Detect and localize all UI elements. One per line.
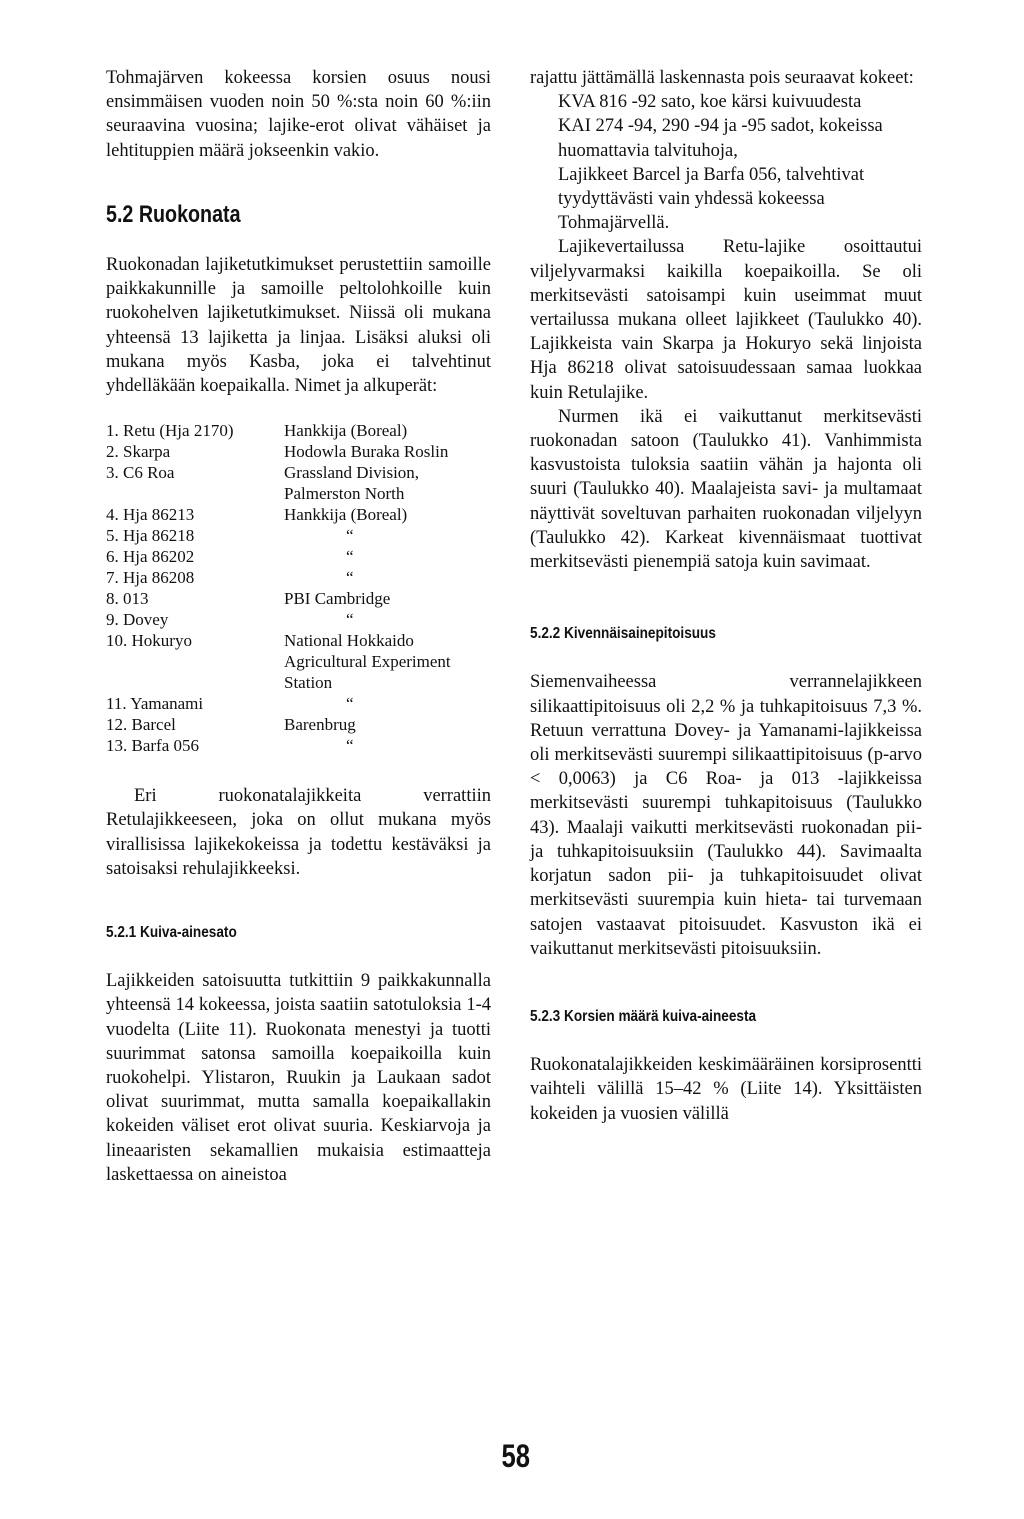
variety-row (106, 588, 491, 609)
variety-name: 3. C6 Roa (106, 463, 175, 483)
subsection-heading-dry-matter: 5.2.1 Kuiva-ainesato (106, 924, 237, 942)
variety-origin-ditto: “ (346, 547, 354, 567)
comparison-paragraph: Eri ruokonatalajikkeita verrattiin Retulajikkeeseen, joka on ollut mukana myös virallisissa lajikekokeissa ja todettu kestäväksi ja satoisaksi rehulajikkeeksi. (106, 786, 491, 879)
variety-row (106, 525, 491, 546)
page-number: 58 (501, 1438, 531, 1474)
variety-name: 4. Hja 86213 (106, 505, 195, 525)
variety-origin: Hodowla Buraka Roslin (284, 442, 449, 462)
variety-origin: Hankkija (Boreal) (284, 421, 408, 441)
intro-paragraph: Tohmajärven kokeessa korsien osuus nousi ensimmäisen vuoden noin 50 %:sta noin 60 %:iin seuraavina vuosina; lajike-erot olivat vähäiset ja lehtituppien määrä jokseenkin vakio. (106, 68, 491, 161)
section-heading: 5.2 Ruokonata (106, 200, 241, 228)
variety-origin: Barenbrug (284, 715, 356, 735)
variety-name: 8. 013 (106, 589, 149, 609)
variety-row (106, 714, 491, 735)
variety-origin-ditto: “ (346, 736, 354, 756)
variety-row (106, 546, 491, 567)
variety-name: 12. Barcel (106, 715, 176, 735)
left-column (106, 66, 491, 1187)
variety-name: 9. Dovey (106, 610, 169, 630)
variety-origin-ditto: “ (346, 568, 354, 588)
variety-name: 1. Retu (Hja 2170) (106, 421, 234, 441)
variety-list (106, 420, 491, 756)
variety-row (106, 504, 491, 525)
minerals-paragraph: Siemenvaiheessa verrannelajikkeen silikaattipitoisuus oli 2,2 % ja tuhkapitoisuus 7,3 %. Retuun verrattuna Dovey- ja Yamanami-lajikkeissa oli merkitsevästi suurempi silikaattipitoisuus (p-arvo < 0,0063) ja C6 Roa- ja 013 -lajikkeissa merkitsevästi suurempi tuhkapitoisuus (Taulukko 43). Maalaji vaikutti merkitsevästi ruokonadan pii- ja tuhkapitoisuuksiin (Taulukko 44). Savimaalta korjatun sadon pii- ja tuhkapitoisuudet olivat merkitsevästi suurempia kuin hieta- tai turvemaan satojen vastaavat pitoisuudet. Kasvuston ikä ei vaikuttanut merkitsevästi pitoisuuksiin. (530, 672, 922, 959)
subsection-heading-stems: 5.2.3 Korsien määrä kuiva-aineesta (530, 1007, 757, 1025)
variety-row (106, 735, 491, 756)
variety-row (106, 609, 491, 630)
variety-name: 11. Yamanami (106, 694, 204, 714)
exclusion-item: KAI 274 -94, 290 -94 ja -95 sadot, kokeissa huomattavia talvituhoja, (558, 116, 883, 161)
variety-name: 10. Hokuryo (106, 631, 192, 651)
exclusions-intro: rajattu jättämällä laskennasta pois seuraavat kokeet: (530, 68, 914, 88)
variety-origin: National Hokkaido Agricultural Experiment Station (284, 631, 451, 693)
variety-row (106, 630, 491, 693)
variety-name: 6. Hja 86202 (106, 547, 195, 567)
variety-origin: Grassland Division, Palmerston North (284, 463, 420, 504)
yield-paragraph: Lajikkeiden satoisuutta tutkittiin 9 paikkakunnalla yhteensä 14 kokeessa, joista saatiin satotuloksia 1-4 vuodelta (Liite 11). Ruokonata menestyi ja tuotti suurimmat satonsa samoilla koepaikoilla kuin ruokohelpi. Ylistaron, Ruukin ja Laukaan sadot olivat suurimmat, mutta samalla koepaikallakin kokeiden väliset erot olivat suuria. Keskiarvoja ja lineaaristen sekamallien mukaisia estimaatteja laskettaessa on aineistoa (106, 971, 491, 1185)
right-column (530, 66, 922, 1126)
variety-row (106, 567, 491, 588)
exclusion-item: KVA 816 -92 sato, koe kärsi kuivuudesta (558, 92, 862, 113)
variety-origin-ditto: “ (346, 694, 354, 714)
variety-row (106, 693, 491, 714)
stems-paragraph: Ruokonatalajikkeiden keskimääräinen korsiprosentti vaihteli välillä 15–42 % (Liite 14). Yksittäisten kokeiden ja vuosien välillä (530, 1055, 922, 1124)
section-intro-paragraph: Ruokonadan lajiketutkimukset perustettiin samoille paikkakunnille ja samoille peltolohkoille kuin ruokohelven lajiketutkimukset. Niissä oli mukana yhteensä 13 lajiketta ja linjaa. Lisäksi aluksi oli mukana myös Kasba, joka ei talvehtinut yhdelläkään koepaikalla. Nimet ja alkuperät: (106, 255, 491, 397)
exclusion-item: Lajikkeet Barcel ja Barfa 056, talvehtivat tyydyttävästi vain yhdessä kokeessa Tohmajärvellä. (558, 164, 865, 234)
variety-name: 13. Barfa 056 (106, 736, 200, 756)
variety-origin: PBI Cambridge (284, 589, 391, 609)
comparison-results-paragraph: Lajikevertailussa Retu-lajike osoittautui viljelyvarmaksi kaikilla koepaikoilla. Se oli merkitsevästi satoisampi kuin useimmat muut vertailussa mukana olleet lajikkeet (Taulukko 40). Lajikkeista vain Skarpa ja Hokuryo sekä linjoista Hja 86218 olivat satoisuudessaan samaa luokkaa kuin Retulajike. (530, 237, 922, 403)
age-soil-paragraph: Nurmen ikä ei vaikuttanut merkitsevästi ruokonadan satoon (Taulukko 41). Vanhimmista kasvustoista tuloksia saatiin vähän ja hajonta oli suuri (Taulukko 40). Maalajeista savi- ja multamaat näyttivät soveltuvan parhaiten ruokonadan viljelyyn (Taulukko 42). Karkeat kivennäismaat tuottivat merkitsevästi pienempiä satoja kuin savimaat. (530, 406, 922, 573)
variety-origin-ditto: “ (346, 526, 354, 546)
variety-row (106, 462, 491, 504)
variety-row (106, 420, 491, 441)
variety-name: 7. Hja 86208 (106, 568, 195, 588)
variety-name: 5. Hja 86218 (106, 526, 195, 546)
subsection-heading-minerals: 5.2.2 Kivennäisainepitoisuus (530, 625, 716, 643)
variety-origin-ditto: “ (346, 610, 354, 630)
variety-row (106, 441, 491, 462)
variety-name: 2. Skarpa (106, 442, 171, 462)
variety-origin: Hankkija (Boreal) (284, 505, 408, 525)
